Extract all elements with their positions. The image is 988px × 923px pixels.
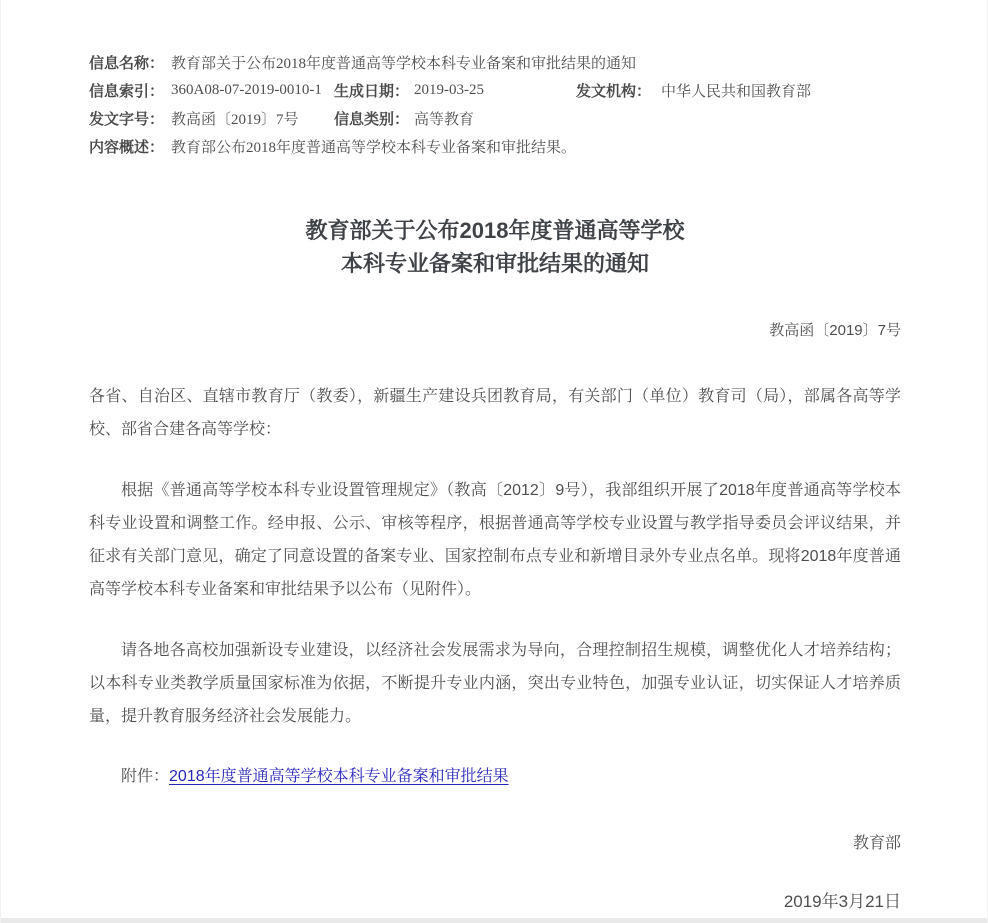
meta-docno-value: 教高函〔2019〕7号: [171, 111, 299, 128]
meta-summary-label: 内容概述：: [89, 139, 165, 156]
meta-gen-date-label: 生成日期：: [334, 83, 410, 100]
attachment-link[interactable]: 2018年度普通高等学校本科专业备案和审批结果: [169, 768, 509, 785]
meta-row-summary: [89, 132, 901, 160]
salutation-paragraph: 各省、自治区、直辖市教育厅（教委），新疆生产建设兵团教育局，有关部门（单位）教育司（局），部属各高等学校、部省合建各高等学校：: [89, 388, 901, 438]
meta-index-label: 信息索引：: [89, 83, 165, 100]
document-title-line1: 教育部关于公布2018年度普通高等学校: [305, 218, 685, 243]
body-paragraph-1: 根据《普通高等学校本科专业设置管理规定》（教高〔2012〕9号），我部组织开展了2018年度普通高等学校本科专业设置和调整工作。经申报、公示、审核等程序，根据普通高等学校专业设置与教学指导委员会评议结果，并征求有关部门意见，确定了同意设置的备案专业、国家控制布点专业和新增目录外专业点名单。现将2018年度普通高等学校本科专业备案和审批结果予以公布（见附件）。: [89, 482, 901, 598]
meta-summary-value: 教育部公布2018年度普通高等学校本科专业备案和审批结果。: [171, 139, 577, 156]
issuer-signature: 教育部: [852, 835, 901, 852]
attachment-line: [89, 760, 901, 793]
meta-row-docno: [89, 104, 901, 132]
meta-gen-date-value: 2019-03-25: [414, 81, 484, 98]
body-paragraph-2: 请各地各高校加强新设专业建设，以经济社会发展需求为导向，合理控制招生规模，调整优化人才培养结构；以本科专业类教学质量国家标准为依据，不断提升专业内涵，突出专业特色，加强专业认证，切实保证人才培养质量，提升教育服务经济社会发展能力。: [89, 642, 901, 725]
meta-name-label: 信息名称：: [89, 55, 165, 72]
meta-row-index: [89, 76, 901, 104]
bottom-edge-divider: [1, 918, 987, 923]
document-meta-table: [89, 48, 901, 160]
meta-agency-value: 中华人民共和国教育部: [661, 83, 812, 100]
document-page: [1, 0, 987, 918]
attachment-label: 附件：: [121, 768, 170, 785]
meta-docno-label: 发文字号：: [89, 111, 165, 128]
meta-row-name: [89, 48, 901, 76]
meta-category-value: 高等教育: [414, 111, 475, 128]
meta-index-value: 360A08-07-2019-0010-1: [171, 81, 322, 98]
meta-name-value: 教育部关于公布2018年度普通高等学校本科专业备案和审批结果的通知: [171, 55, 637, 72]
document-title-line2: 本科专业备案和审批结果的通知: [340, 251, 649, 276]
document-number: 教高函〔2019〕7号: [769, 322, 901, 339]
issue-date: 2019年3月21日: [783, 892, 901, 911]
meta-category-label: 信息类别：: [334, 111, 410, 128]
meta-agency-label: 发文机构：: [576, 83, 652, 100]
document-title: [89, 214, 901, 280]
